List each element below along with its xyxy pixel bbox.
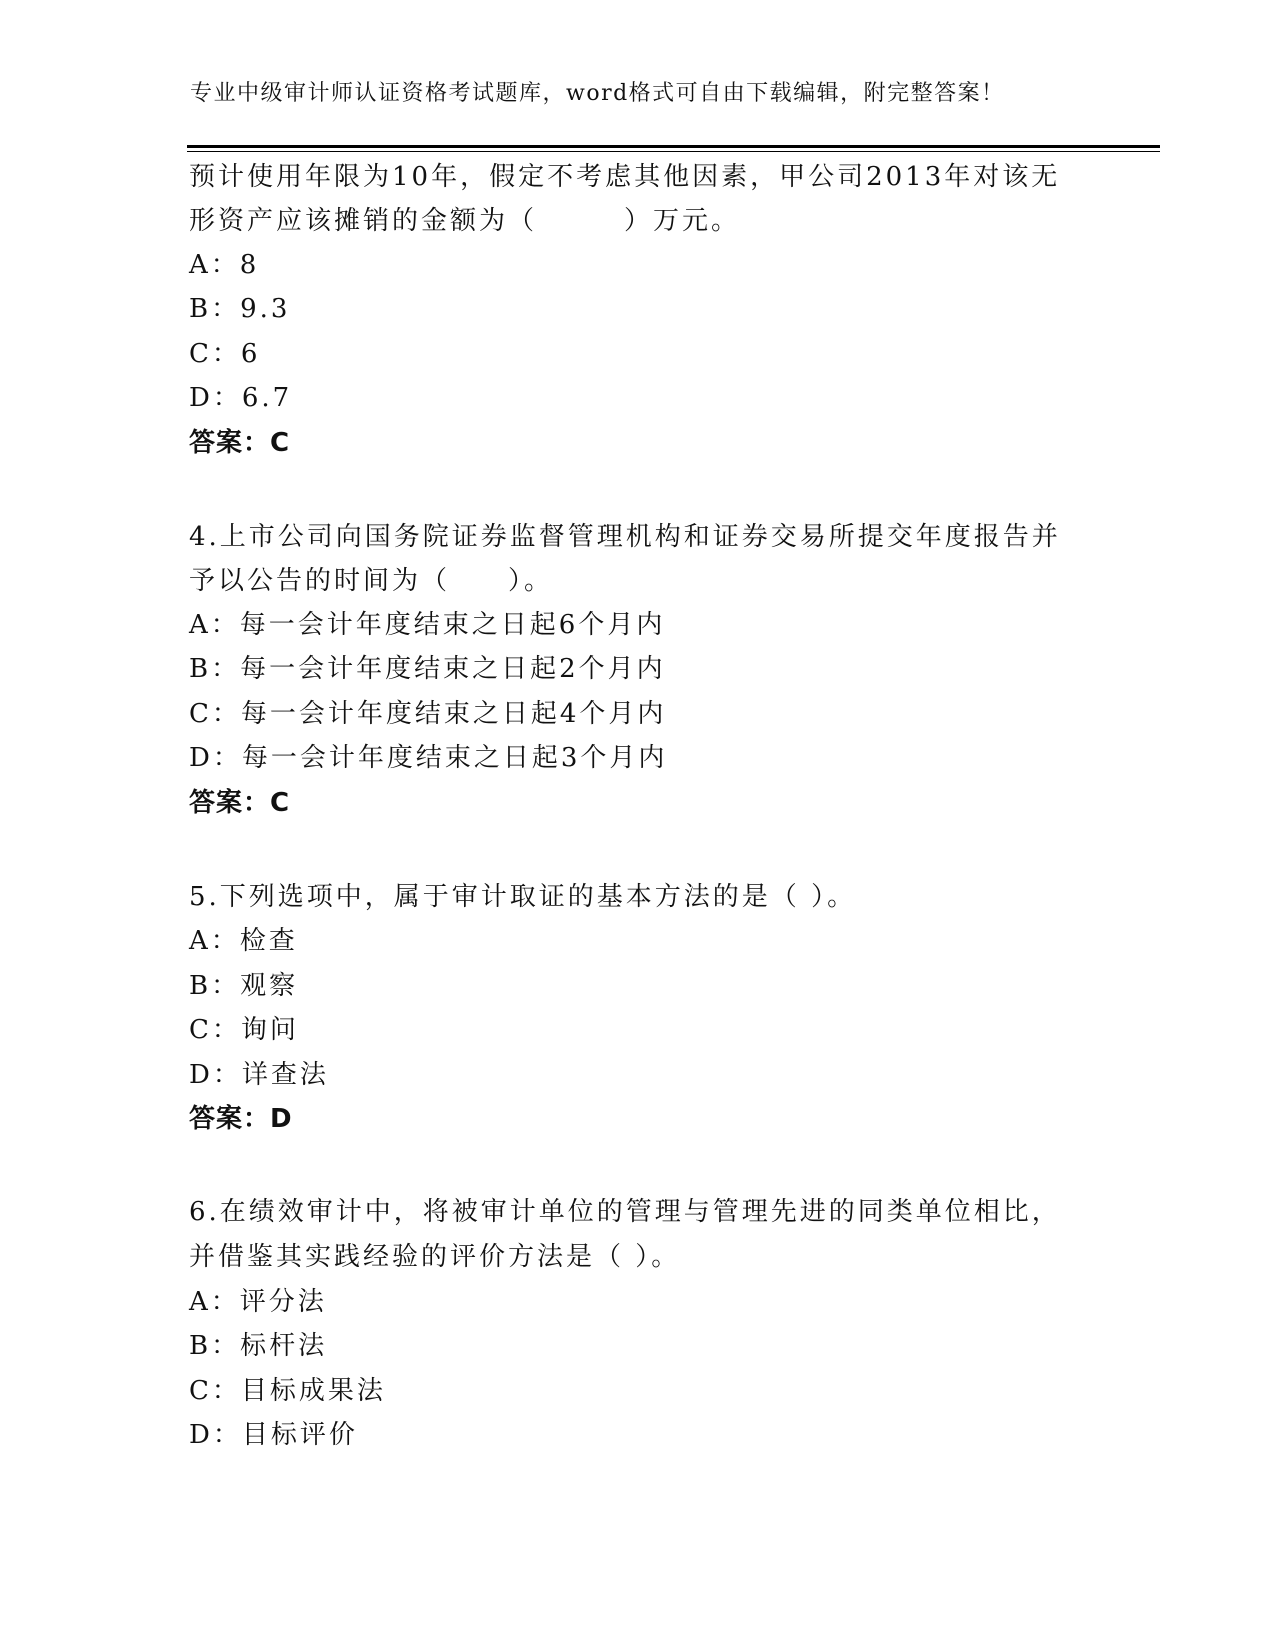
q4-answer: 答案：C [189,788,291,818]
q4-option-c: C：每一会计年度结束之日起4个月内 [189,699,667,729]
q4-stem-line1: 4.上市公司向国务院证券监督管理机构和证券交易所提交年度报告并 [189,522,1061,552]
q5-answer: 答案：D [189,1104,293,1134]
q3-stem-line2: 形资产应该摊销的金额为（ ）万元。 [189,206,741,236]
q6-option-a: A：评分法 [189,1287,327,1317]
q5-option-d: D：详查法 [189,1060,329,1090]
q5-option-c: C：询问 [189,1015,299,1045]
q6-option-c: C：目标成果法 [189,1376,386,1406]
q6-stem-line1: 6.在绩效审计中，将被审计单位的管理与管理先进的同类单位相比， [189,1197,1061,1227]
q3-option-c: C：6 [189,339,261,369]
q6-stem-line2: 并借鉴其实践经验的评价方法是（ ）。 [189,1242,681,1272]
q4-option-b: B：每一会计年度结束之日起2个月内 [189,654,666,684]
q3-answer: 答案：C [189,428,291,458]
q6-option-d: D：目标评价 [189,1420,358,1450]
q5-option-b: B：观察 [189,971,299,1001]
q4-option-d: D：每一会计年度结束之日起3个月内 [189,743,668,773]
header-rule-thin [187,151,1160,152]
q3-option-b: B：9.3 [189,294,291,324]
q5-option-a: A：检查 [189,926,298,956]
q3-stem-line1: 预计使用年限为10年，假定不考虑其他因素，甲公司2013年对该无 [189,162,1061,192]
q6-option-b: B：标杆法 [189,1331,328,1361]
q4-stem-line2: 予以公告的时间为（ ）。 [189,566,554,596]
q4-option-a: A：每一会计年度结束之日起6个月内 [189,610,666,640]
page-header: 专业中级审计师认证资格考试题库，word格式可自由下载编辑，附完整答案！ [190,81,1005,106]
q3-option-d: D：6.7 [189,383,293,413]
q5-stem-line1: 5.下列选项中，属于审计取证的基本方法的是（ ）。 [189,882,857,912]
q3-option-a: A：8 [189,250,260,280]
header-rule-thick [187,145,1160,148]
